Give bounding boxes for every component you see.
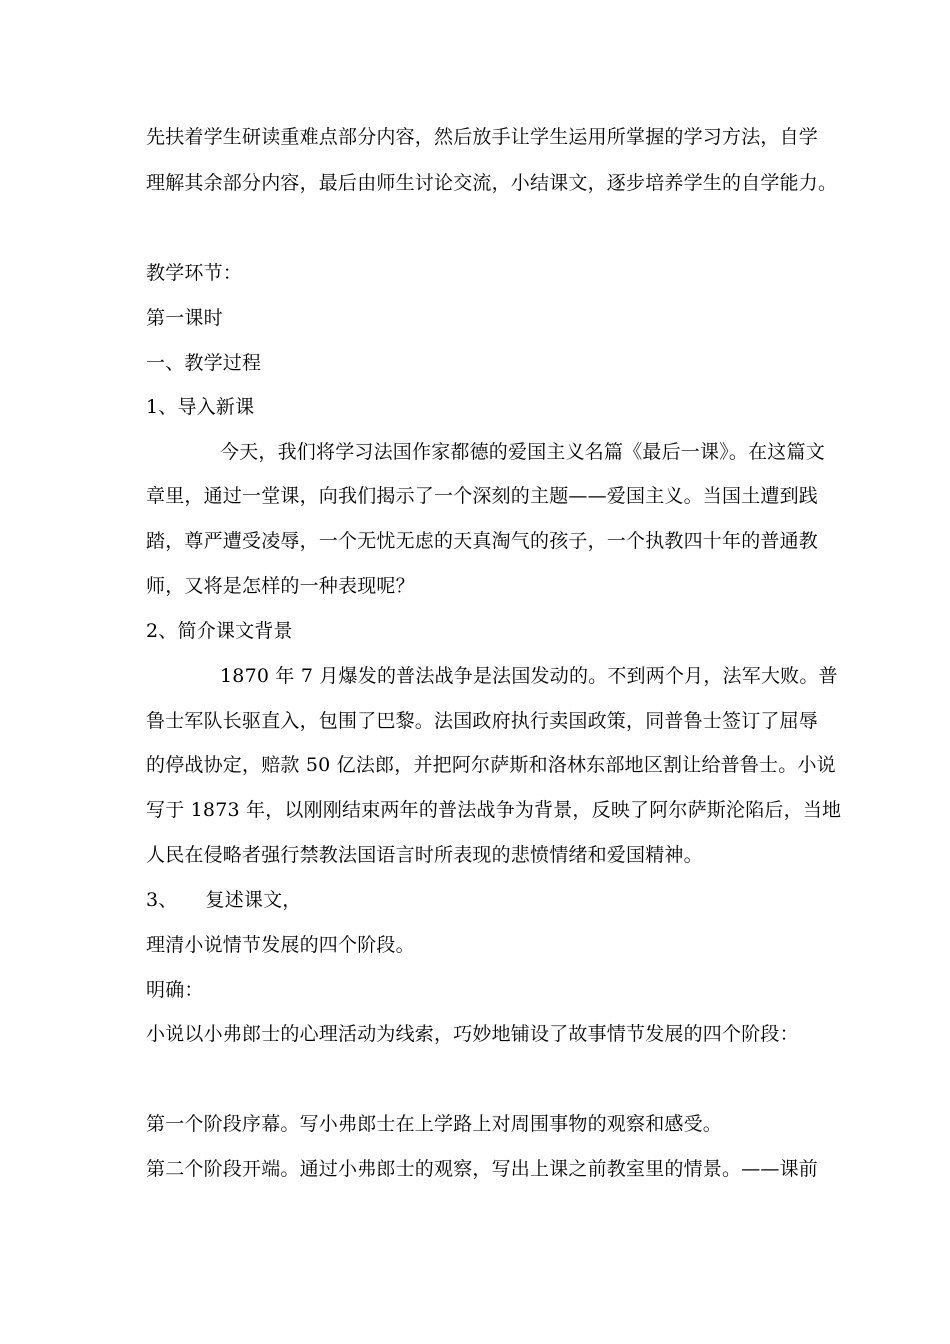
section-2-title: 2、简介课文背景: [146, 620, 293, 642]
section-1-line-3: 踏，尊严遭受凌辱，一个无忧无虑的天真淘气的孩子，一个执教四十年的普通教: [146, 530, 819, 552]
section-3-title-line: [146, 887, 302, 913]
stage-2-line: 第二个阶段开端。通过小弗郎士的观察，写出上课之前教室里的情景。——课前: [146, 1158, 819, 1180]
section-3-number: 3、: [146, 889, 178, 911]
intro-line-2: 理解其余部分内容，最后由师生讨论交流，小结课文，逐步培养学生的自学能力。: [146, 172, 838, 194]
heading-teaching-steps: 教学环节：: [146, 262, 243, 284]
heading-process: 一、教学过程: [146, 352, 262, 374]
section-2-line-3: 的停战协定，赔款 50 亿法郎，并把阿尔萨斯和洛林东部地区割让给普鲁士。小说: [146, 754, 836, 776]
heading-first-lesson: 第一课时: [146, 307, 223, 329]
section-3-title: 复述课文，: [205, 889, 302, 911]
section-1-line-4: 师，又将是怎样的一种表现呢？: [146, 575, 415, 597]
clarify-label: 明确：: [146, 979, 204, 1001]
section-2-line-4: 写于 1873 年，以刚刚结束两年的普法战争为背景，反映了阿尔萨斯沦陷后，当地: [146, 799, 842, 821]
section-2-line-1: 1870 年 7 月爆发的普法战争是法国发动的。不到两个月，法军大败。普: [220, 665, 838, 687]
section-1-line-1: 今天，我们将学习法国作家都德的爱国主义名篇《最后一课》。在这篇文: [220, 441, 825, 463]
section-3-line-2: 理清小说情节发展的四个阶段。: [146, 934, 415, 956]
section-2-line-5: 人民在侵略者强行禁教法国语言时所表现的悲愤情绪和爱国精神。: [146, 844, 703, 866]
intro-line-1: 先扶着学生研读重难点部分内容，然后放手让学生运用所掌握的学习方法，自学: [146, 126, 819, 148]
section-1-title: 1、导入新课: [146, 396, 255, 418]
clarify-text: 小说以小弗郎士的心理活动为线索，巧妙地铺设了故事情节发展的四个阶段：: [146, 1023, 799, 1045]
section-2-line-2: 鲁士军队长驱直入，包围了巴黎。法国政府执行卖国政策，同普鲁士签订了屈辱: [146, 710, 819, 732]
stage-1-line: 第一个阶段序幕。写小弗郎士在上学路上对周围事物的观察和感受。: [146, 1113, 723, 1135]
section-1-line-2: 章里，通过一堂课，向我们揭示了一个深刻的主题——爱国主义。当国土遭到践: [146, 485, 819, 507]
